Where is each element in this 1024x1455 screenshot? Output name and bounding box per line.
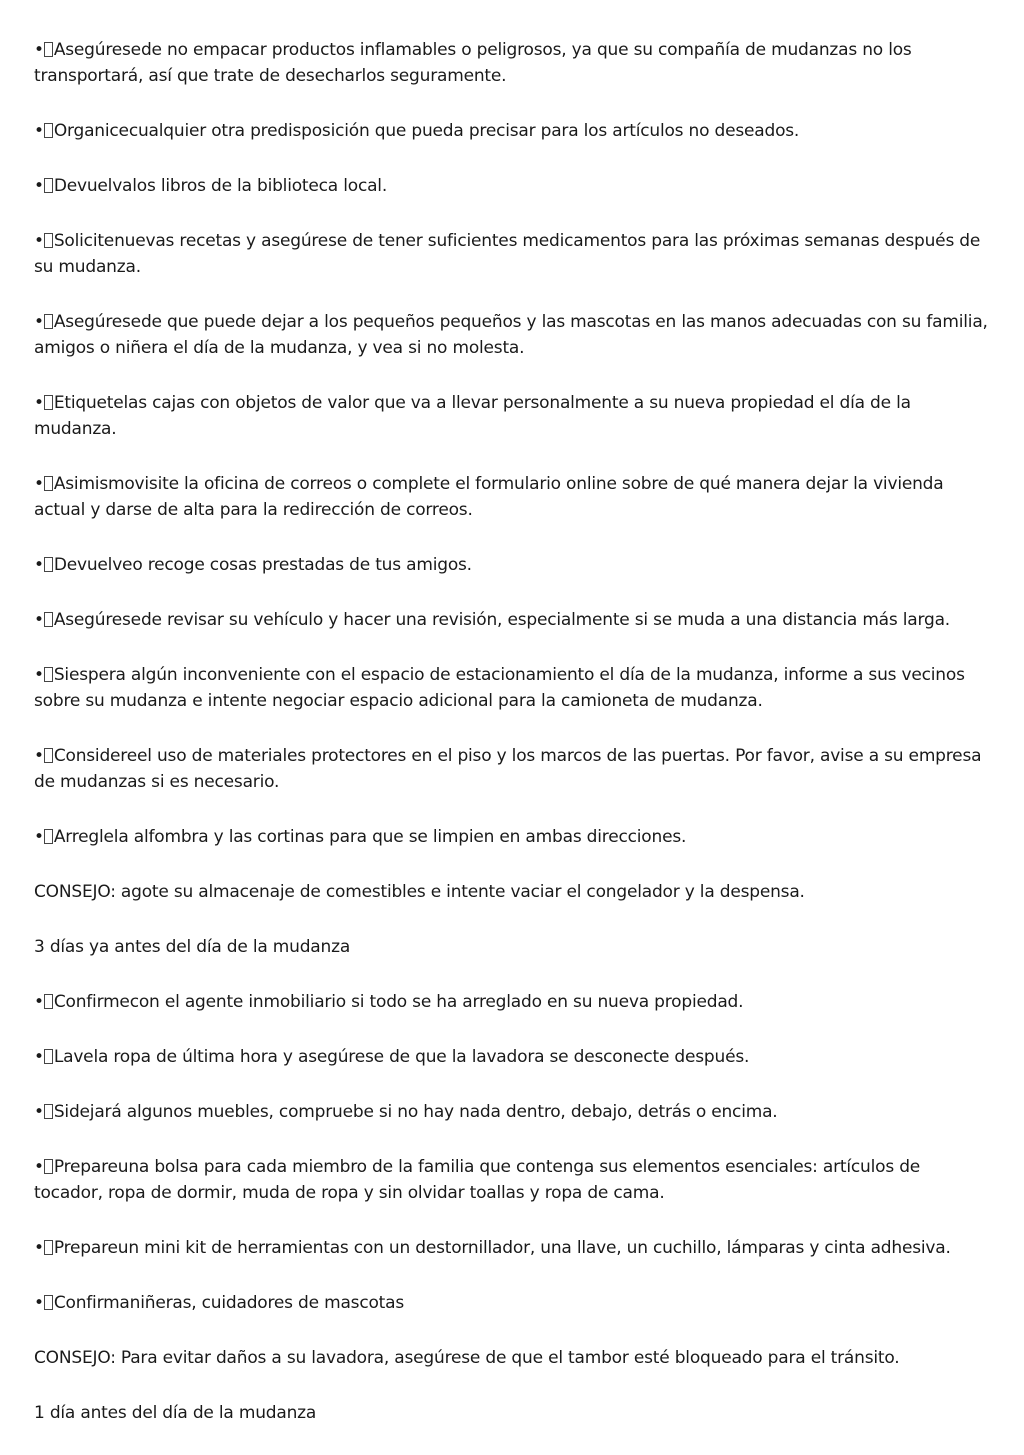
bullet-lead-word: Asegúrese	[53, 610, 141, 630]
missing-glyph-icon	[44, 612, 53, 627]
missing-glyph-icon	[44, 123, 53, 138]
bullet-text: los libros de la biblioteca local.	[132, 176, 388, 196]
bullet-paragraph	[34, 1044, 990, 1070]
missing-glyph-icon	[44, 1159, 53, 1174]
bullet-text: de revisar su vehículo y hacer una revisión, especialmente si se muda a una distancia más larga.	[140, 610, 951, 630]
bullet-glyph: •	[34, 312, 44, 332]
bullet-lead-word: Devuelva	[53, 176, 133, 196]
missing-glyph-icon	[44, 748, 53, 763]
bullet-text: de no empacar productos inflamables o peligrosos, ya que su compañía de mudanzas no los transportará, así que trate de desecharlos seguramente.	[34, 40, 912, 86]
text-paragraph: 3 días ya antes del día de la mudanza	[34, 937, 351, 957]
missing-glyph-icon	[44, 233, 53, 248]
bullet-glyph: •	[34, 665, 44, 685]
bullet-text: de que puede dejar a los pequeños pequeños y las mascotas en las manos adecuadas con su familia, amigos o niñera el día de la mudanza, y vea si no molesta.	[34, 312, 988, 358]
missing-glyph-icon	[44, 178, 53, 193]
bullet-paragraph	[34, 228, 990, 280]
bullet-text: la ropa de última hora y asegúrese de que la lavadora se desconecte después.	[93, 1047, 750, 1067]
bullet-lead-word: Confirme	[53, 992, 130, 1012]
bullet-paragraph	[34, 743, 990, 795]
bullet-glyph: •	[34, 1293, 44, 1313]
bullet-paragraph	[34, 37, 990, 89]
missing-glyph-icon	[44, 829, 53, 844]
bullet-text: el uso de materiales protectores en el piso y los marcos de las puertas. Por favor, avise a su empresa de mudanzas si es necesario.	[34, 746, 982, 792]
bullet-lead-word: Considere	[53, 746, 137, 766]
missing-glyph-icon	[44, 314, 53, 329]
bullet-glyph: •	[34, 1047, 44, 1067]
bullet-lead-word: Asimismo	[53, 474, 135, 494]
bullet-paragraph	[34, 390, 990, 442]
bullet-paragraph	[34, 1235, 990, 1261]
bullet-text: nuevas recetas y asegúrese de tener suficientes medicamentos para las próximas semanas después de su mudanza.	[34, 231, 981, 277]
bullet-paragraph	[34, 471, 990, 523]
missing-glyph-icon	[44, 395, 53, 410]
bullet-glyph: •	[34, 992, 44, 1012]
bullet-glyph: •	[34, 474, 44, 494]
bullet-lead-word: Lave	[53, 1047, 94, 1067]
missing-glyph-icon	[44, 1240, 53, 1255]
missing-glyph-icon	[44, 1049, 53, 1064]
bullet-lead-word: Devuelve	[53, 555, 133, 575]
bullet-glyph: •	[34, 231, 44, 251]
bullet-lead-word: Prepare	[53, 1157, 118, 1177]
bullet-glyph: •	[34, 746, 44, 766]
missing-glyph-icon	[44, 1295, 53, 1310]
missing-glyph-icon	[44, 42, 53, 57]
bullet-paragraph	[34, 662, 990, 714]
bullet-paragraph	[34, 1154, 990, 1206]
bullet-glyph: •	[34, 827, 44, 847]
bullet-text: las cajas con objetos de valor que va a llevar personalmente a su nueva propiedad el día de la mudanza.	[34, 393, 911, 439]
bullet-text: un mini kit de herramientas con un destornillador, una llave, un cuchillo, lámparas y cinta adhesiva.	[117, 1238, 951, 1258]
bullet-text: visite la oficina de correos o complete el formulario online sobre de qué manera dejar la vivienda actual y darse de alta para la redirección de correos.	[34, 474, 944, 520]
bullet-lead-word: Prepare	[53, 1238, 118, 1258]
bullet-paragraph	[34, 989, 990, 1015]
bullet-lead-word: Asegúrese	[53, 312, 141, 332]
bullet-paragraph	[34, 173, 990, 199]
bullet-paragraph	[34, 824, 990, 850]
missing-glyph-icon	[44, 476, 53, 491]
missing-glyph-icon	[44, 667, 53, 682]
bullet-lead-word: Organice	[53, 121, 129, 141]
bullet-lead-word: Solicite	[53, 231, 115, 251]
bullet-text: la alfombra y las cortinas para que se limpien en ambas direcciones.	[113, 827, 687, 847]
bullet-glyph: •	[34, 1157, 44, 1177]
bullet-paragraph	[34, 552, 990, 578]
bullet-paragraph	[34, 1290, 990, 1316]
bullet-glyph: •	[34, 555, 44, 575]
bullet-text: o recoge cosas prestadas de tus amigos.	[132, 555, 472, 575]
text-paragraph: CONSEJO: Para evitar daños a su lavadora, asegúrese de que el tambor esté bloqueado para el tránsito.	[34, 1348, 900, 1368]
bullet-lead-word: Confirma	[53, 1293, 130, 1313]
bullet-text: una bolsa para cada miembro de la familia que contenga sus elementos esenciales: artículos de tocador, ropa de dormir, muda de ropa y sin olvidar toallas y ropa de cama.	[34, 1157, 921, 1203]
bullet-text: dejará algunos muebles, compruebe si no hay nada dentro, debajo, detrás o encima.	[68, 1102, 778, 1122]
bullet-lead-word: Si	[53, 665, 69, 685]
bullet-text: espera algún inconveniente con el espacio de estacionamiento el día de la mudanza, informe a sus vecinos sobre su mudanza e intente negociar espacio adicional para la camioneta de mudanza.	[34, 665, 965, 711]
bullet-lead-word: Asegúrese	[53, 40, 141, 60]
bullet-lead-word: Si	[53, 1102, 69, 1122]
text-paragraph: 1 día antes del día de la mudanza	[34, 1403, 317, 1423]
text-paragraph: CONSEJO: agote su almacenaje de comestibles e intente vaciar el congelador y la despensa.	[34, 882, 805, 902]
bullet-glyph: •	[34, 610, 44, 630]
bullet-glyph: •	[34, 1238, 44, 1258]
bullet-glyph: •	[34, 1102, 44, 1122]
bullet-paragraph	[34, 1099, 990, 1125]
bullet-glyph: •	[34, 121, 44, 141]
bullet-paragraph	[34, 309, 990, 361]
missing-glyph-icon	[44, 557, 53, 572]
bullet-glyph: •	[34, 176, 44, 196]
bullet-lead-word: Etiquete	[53, 393, 124, 413]
bullet-text: con el agente inmobiliario si todo se ha arreglado en su nueva propiedad.	[129, 992, 744, 1012]
bullet-text: cualquier otra predisposición que pueda precisar para los artículos no deseados.	[128, 121, 800, 141]
bullet-paragraph	[34, 118, 990, 144]
bullet-glyph: •	[34, 40, 44, 60]
bullet-paragraph	[34, 607, 990, 633]
bullet-lead-word: Arregle	[53, 827, 114, 847]
bullet-text: niñeras, cuidadores de mascotas	[129, 1293, 405, 1313]
document-page	[34, 37, 990, 1455]
missing-glyph-icon	[44, 1104, 53, 1119]
missing-glyph-icon	[44, 994, 53, 1009]
bullet-glyph: •	[34, 393, 44, 413]
